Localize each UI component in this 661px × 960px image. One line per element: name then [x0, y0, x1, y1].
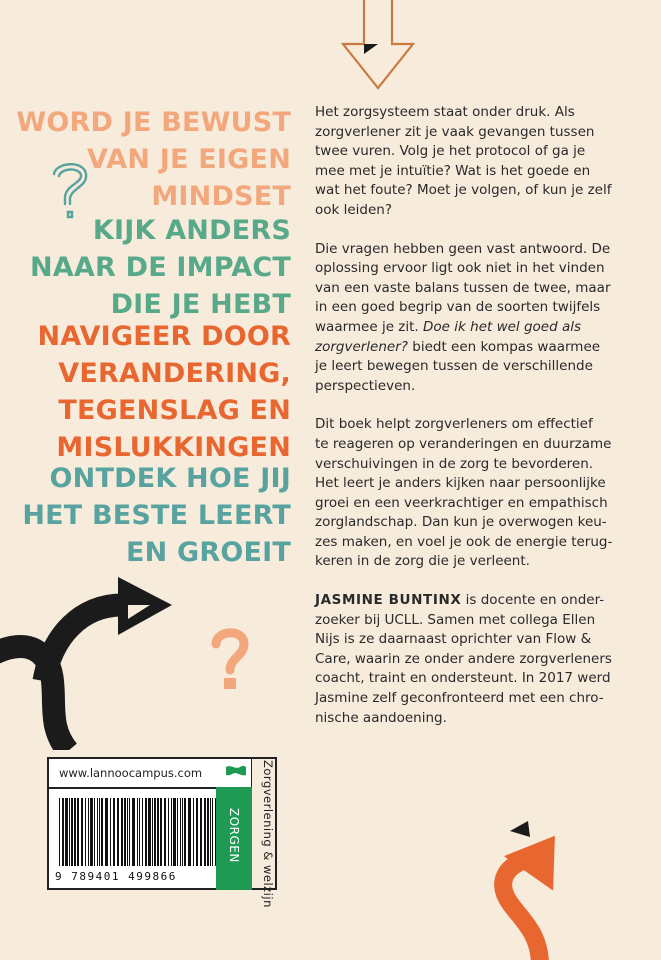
barcode-bar [85, 798, 86, 866]
text-line: Dit boek helpt zorgverleners om effectief [315, 416, 593, 433]
headline-line: MISLUKKINGEN [56, 432, 291, 463]
barcode-bar [59, 798, 60, 866]
headline-line: ONTDEK HOE JIJ [49, 463, 291, 494]
barcode-bar [204, 798, 206, 866]
isbn-number: 9 789401 499866 [55, 870, 177, 883]
barcode-bar [124, 798, 126, 866]
publisher-url: www.lannoocampus.com [49, 759, 251, 789]
text-line: nische aandoening. [315, 709, 447, 726]
barcode-bar [88, 798, 89, 866]
barcode-bar [137, 798, 138, 866]
headline-line: DIE JE HEBT [110, 289, 291, 320]
text-line [315, 591, 640, 611]
barcode-bar [142, 798, 143, 866]
barcode-bar [121, 798, 123, 866]
headline-line: NAVIGEER DOOR [37, 321, 291, 352]
text-line: zoeker bij UCLL. Samen met collega Ellen [315, 611, 596, 628]
text-line: je leert bewegen tussen de verschillende [315, 358, 593, 375]
barcode-bar [139, 798, 140, 866]
category-label: ZORGEN [227, 808, 241, 863]
headline-mindset [16, 104, 291, 215]
author-name: JASMINE BUNTINX [315, 592, 462, 609]
book-title: zorgverlener? [315, 338, 408, 355]
text-line [315, 318, 640, 338]
book-title: Doe ik het wel goed als [423, 318, 582, 335]
text-line: Nijs is ze daarnaast oprichter van Flow & [315, 631, 592, 648]
blurb-paragraph-1 [315, 103, 640, 221]
text-line: zorgverlener zit je vaak gevangen tussen [315, 123, 595, 140]
author-bio [315, 591, 640, 728]
text-fragment: is docente en onder- [461, 592, 605, 609]
text-line: in een goed begrip van de soorten twijfels [315, 299, 601, 316]
barcode-bar [193, 798, 194, 866]
barcode-bar [157, 798, 159, 866]
headline-line: NAAR DE IMPACT [30, 252, 291, 283]
barcode-bar [101, 798, 103, 866]
barcode-bar [69, 798, 70, 866]
text-line [315, 338, 640, 358]
barcode-bar [210, 798, 211, 866]
headline-navigeer [37, 318, 291, 466]
text-line: Care, waarin ze onder andere zorgverleners [315, 650, 612, 667]
text-line: Jasmine zelf geconfronteerd met een chro- [315, 690, 604, 707]
text-line: twee vuren. Volg je het protocol of ga je [315, 143, 586, 160]
barcode-bar [77, 798, 79, 866]
question-mark-icon [206, 626, 252, 692]
barcode-bar [207, 798, 209, 866]
text-line: zes maken, en voel je ook de energie terug- [315, 533, 613, 550]
blurb-paragraph-3 [315, 415, 640, 572]
barcode-bar [117, 798, 119, 866]
barcode-bar [184, 798, 186, 866]
barcode-bar [65, 798, 68, 866]
barcode-bar [196, 798, 198, 866]
barcode-bar [188, 798, 191, 866]
barcode-bar [127, 798, 128, 866]
barcode-bar [97, 798, 98, 866]
text-line: verschuivingen in de zorg te bevorderen. [315, 455, 594, 472]
barcode-bar [81, 798, 83, 866]
down-arrow-icon [340, 0, 416, 92]
headline-line: EN GROEIT [125, 537, 291, 568]
text-line: zorglandschap. Dan kun je overwogen keu- [315, 514, 607, 531]
text-line: te reageren op veranderingen en duurzame [315, 435, 612, 452]
barcode-bar [177, 798, 178, 866]
text-line: Het leert je anders kijken naar persoonlijke [315, 475, 606, 492]
text-line: ook leiden? [315, 201, 393, 218]
up-arrow-icon [470, 805, 600, 960]
text-line: oplossing ervoor ligt ook niet in het vinden [315, 260, 605, 277]
headline-line: VAN JE EIGEN [87, 144, 291, 175]
barcode-bar [182, 798, 183, 866]
headline-line: KIJK ANDERS [92, 215, 291, 246]
text-line: keren in de zorg die je verleent. [315, 553, 530, 570]
text-line: Die vragen hebben geen vast antwoord. De [315, 240, 611, 257]
text-line: mee met je intuïtie? Wat is het goede en [315, 162, 591, 179]
barcode-bar [110, 798, 111, 866]
headline-line: MINDSET [151, 181, 291, 212]
text-line: coacht, traint en ondersteunt. In 2017 werd [315, 670, 611, 687]
barcode-bar [154, 798, 156, 866]
headline-impact [30, 212, 291, 323]
text-line: van een vaste balans tussen de twee, maar [315, 279, 611, 296]
barcode-bar [152, 798, 153, 866]
barcode-bar [148, 798, 151, 866]
text-line: groei en een veerkrachtiger en empathisch [315, 494, 608, 511]
barcode-bar [71, 798, 73, 866]
blurb-paragraph-2 [315, 240, 640, 397]
headline-line: TEGENSLAG EN [58, 395, 291, 426]
barcode-bar [145, 798, 147, 866]
barcode-bar [212, 798, 213, 866]
barcode-bar [90, 798, 93, 866]
barcode-bar [62, 798, 64, 866]
barcode-bar [99, 798, 100, 866]
text-line: wat het foute? Moet je volgen, of kun je zelf [315, 182, 612, 199]
barcode-bar [113, 798, 115, 866]
barcode-bar [74, 798, 76, 866]
barcode-bar [200, 798, 202, 866]
headline-groeit [22, 460, 291, 571]
barcode-bar [171, 798, 172, 866]
barcode-bar [129, 798, 130, 866]
barcode-bar [105, 798, 108, 866]
text-fragment: biedt een kompas waarmee [407, 338, 601, 355]
curved-arrow-icon [0, 575, 175, 750]
headline-line: WORD JE BEWUST [16, 107, 291, 138]
text-fragment: waarmee je zit. [315, 318, 419, 335]
barcode-bar [168, 798, 169, 866]
barcode-bar [173, 798, 176, 866]
barcode-bar [132, 798, 135, 866]
text-line: Het zorgsysteem staat onder druk. Als [315, 104, 575, 120]
headline-line: HET BESTE LEERT [22, 500, 291, 531]
text-line: perspectieven. [315, 377, 416, 394]
barcode-bar [180, 798, 181, 866]
barcode-bar [160, 798, 162, 866]
blurb [315, 103, 640, 747]
subject-label: Zorgverlening & welzijn [261, 760, 275, 908]
barcode-bar [164, 798, 166, 866]
barcode-bar [94, 798, 95, 866]
headline-line: VERANDERING, [58, 358, 291, 389]
publisher-logo-icon [225, 764, 247, 778]
